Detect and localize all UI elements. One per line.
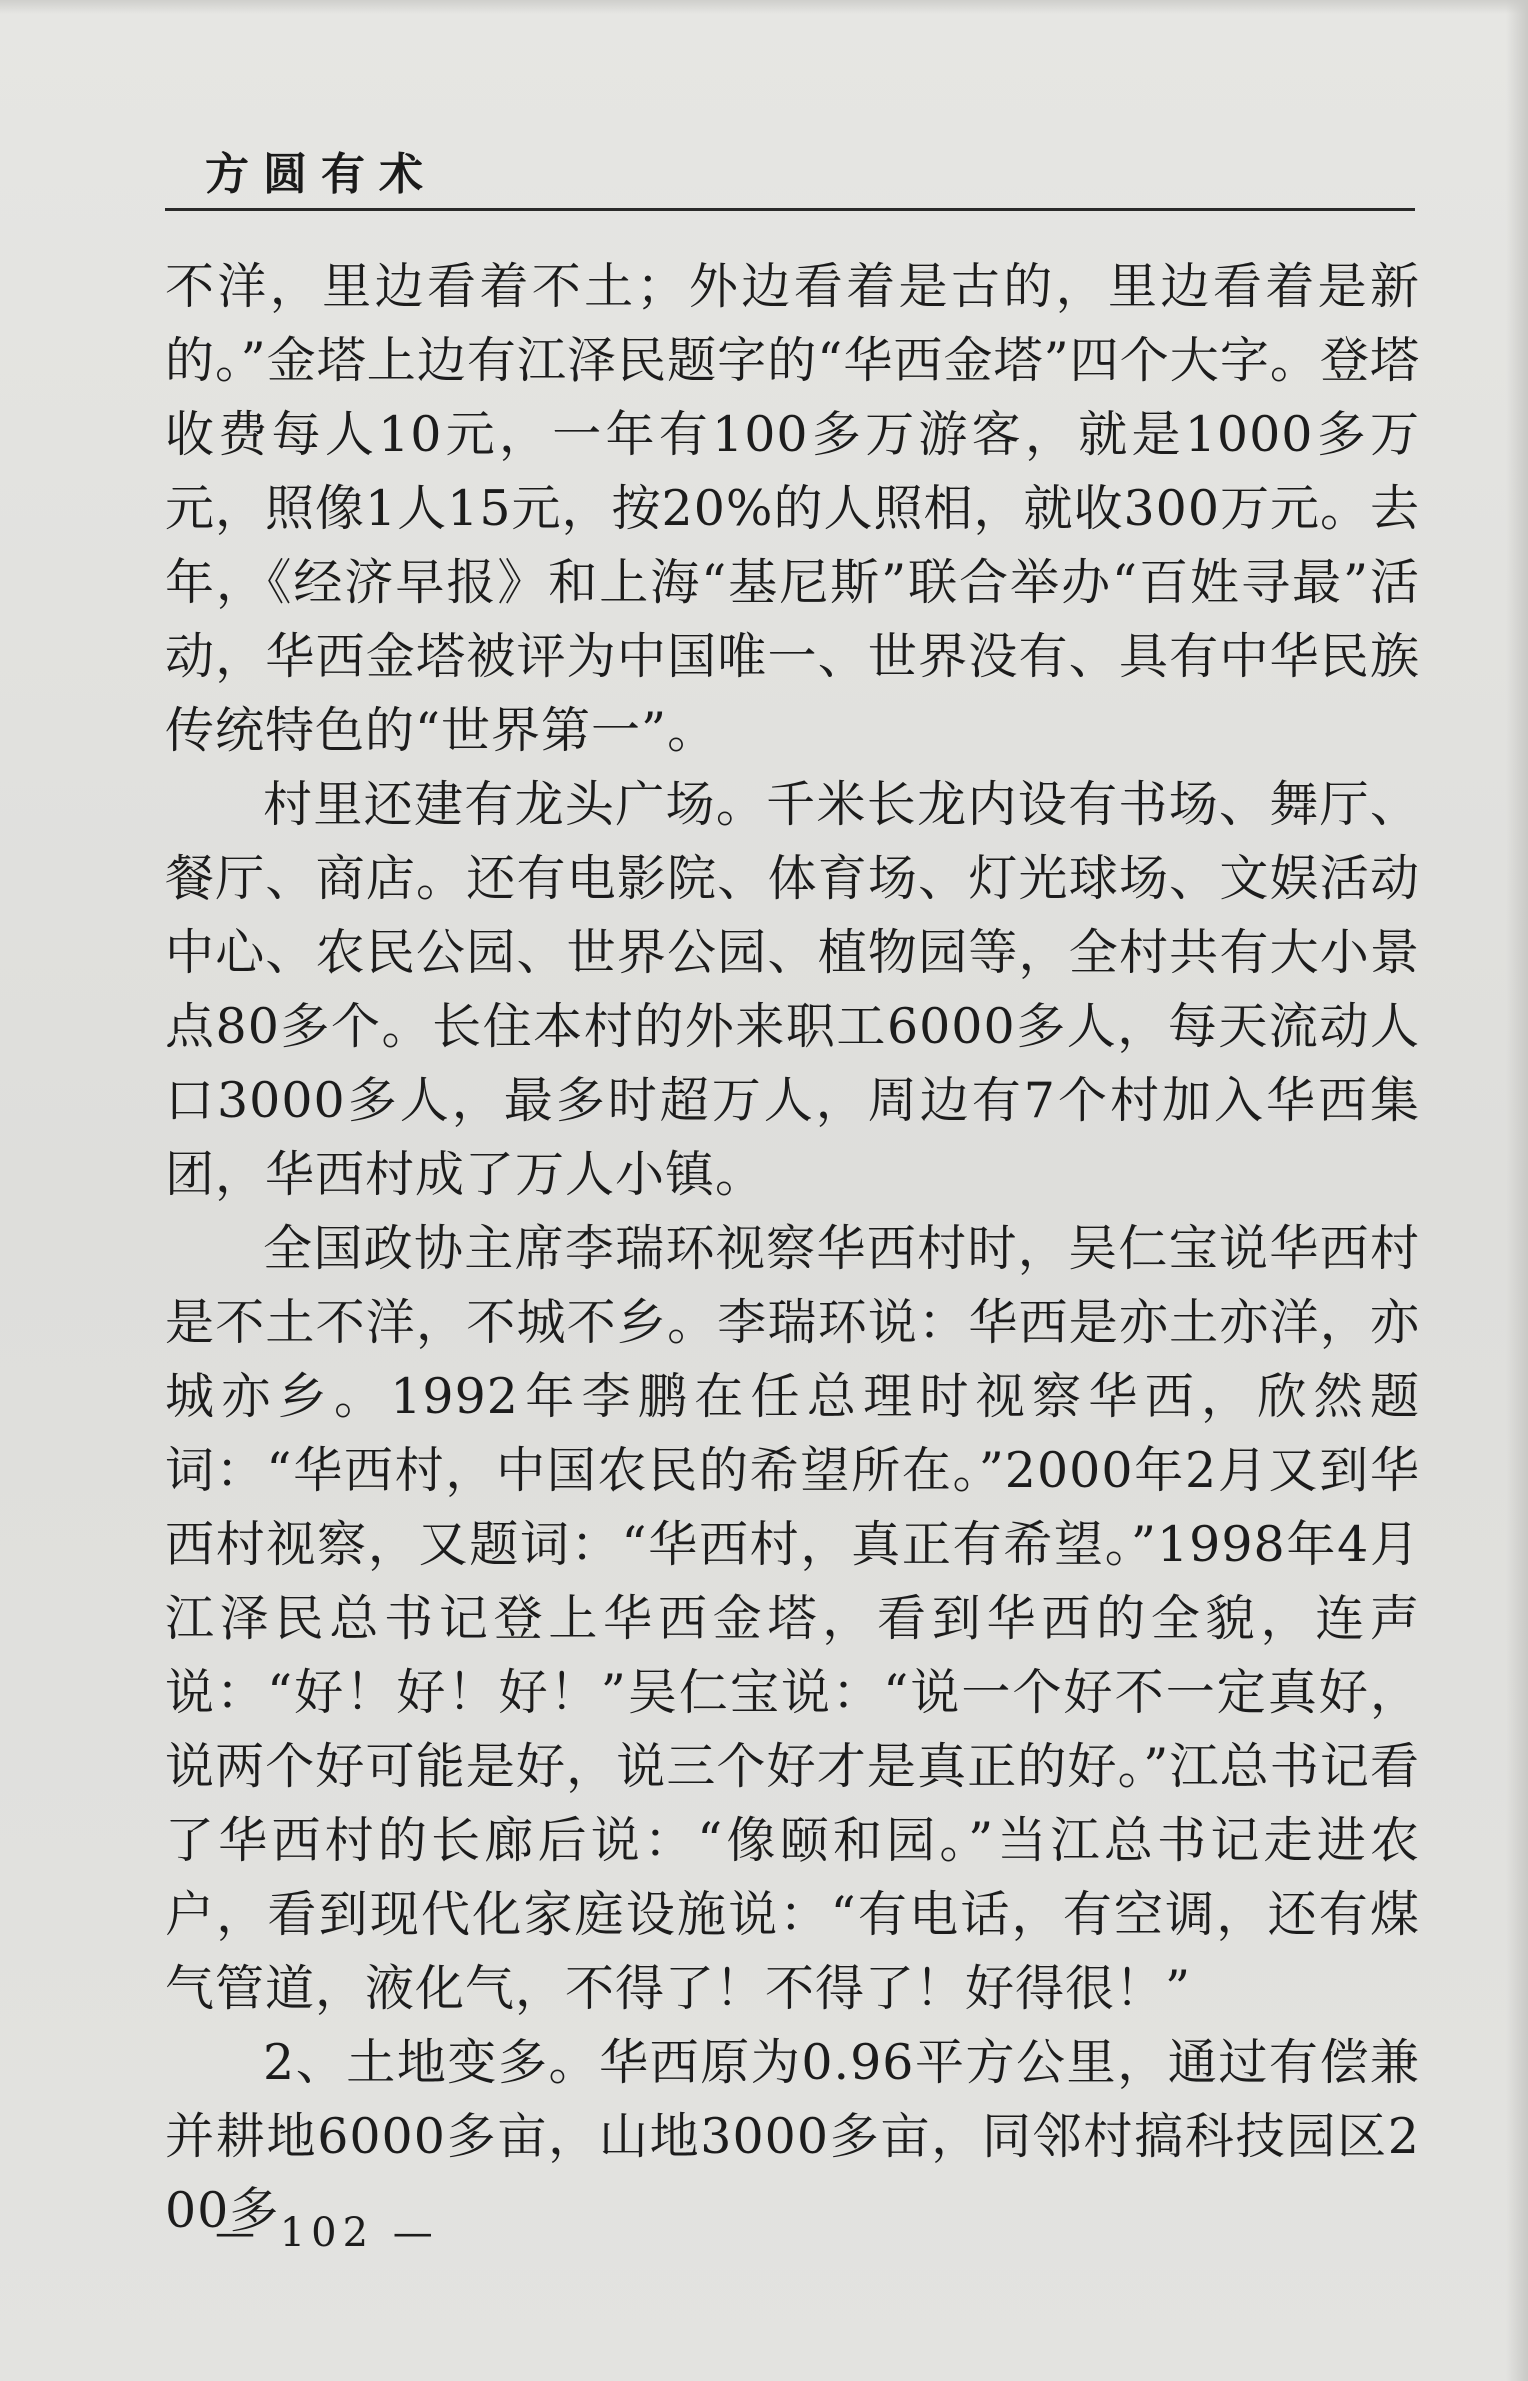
running-header: 方圆有术 — [205, 149, 437, 200]
body-text — [165, 250, 1420, 2248]
paragraph-3: 全国政协主席李瑞环视察华西村时，吴仁宝说华西村是不土不洋，不城不乡。李瑞环说：华西是亦土亦洋，亦城亦乡。1992年李鹏在任总理时视察华西，欣然题词：“华西村，中国农民的希望所在。”2000年2月又到华西村视察，又题词：“华西村，真正有希望。”1998年4月江泽民总书记登上华西金塔，看到华西的全貌，连声说：“好！好！好！”吴仁宝说：“说一个好不一定真好，说两个好可能是好，说三个好才是真正的好。”江总书记看了华西村的长廊后说：“像颐和园。”当江总书记走进农户，看到现代化家庭设施说：“有电话，有空调，还有煤气管道，液化气，不得了！不得了！好得很！” — [165, 1220, 1420, 2017]
paragraph-1: 不洋，里边看着不土；外边看着是古的，里边看着是新的。”金塔上边有江泽民题字的“华西金塔”四个大字。登塔收费每人10元，一年有100多万游客，就是1000多万元，照像1人15元，按20%的人照相，就收300万元。去年，《经济早报》和上海“基尼斯”联合举办“百姓寻最”活动，华西金塔被评为中国唯一、世界没有、具有中华民族传统特色的“世界第一”。 — [165, 258, 1421, 759]
page-number: — 102 — — [215, 2210, 439, 2256]
header-rule — [165, 208, 1415, 211]
scan-shadow-right — [1506, 0, 1528, 2381]
paragraph-4: 2、土地变多。华西原为0.96平方公里，通过有偿兼并耕地6000多亩，山地3000多亩，同邻村搞科技园区200多 — [165, 2034, 1420, 2239]
scan-shadow-top — [0, 0, 1528, 14]
paragraph-2: 村里还建有龙头广场。千米长龙内设有书场、舞厅、餐厅、商店。还有电影院、体育场、灯光球场、文娱活动中心、农民公园、世界公园、植物园等，全村共有大小景点80多个。长住本村的外来职工6000多人，每天流动人口3000多人，最多时超万人，周边有7个村加入华西集团，华西村成了万人小镇。 — [165, 776, 1420, 1203]
